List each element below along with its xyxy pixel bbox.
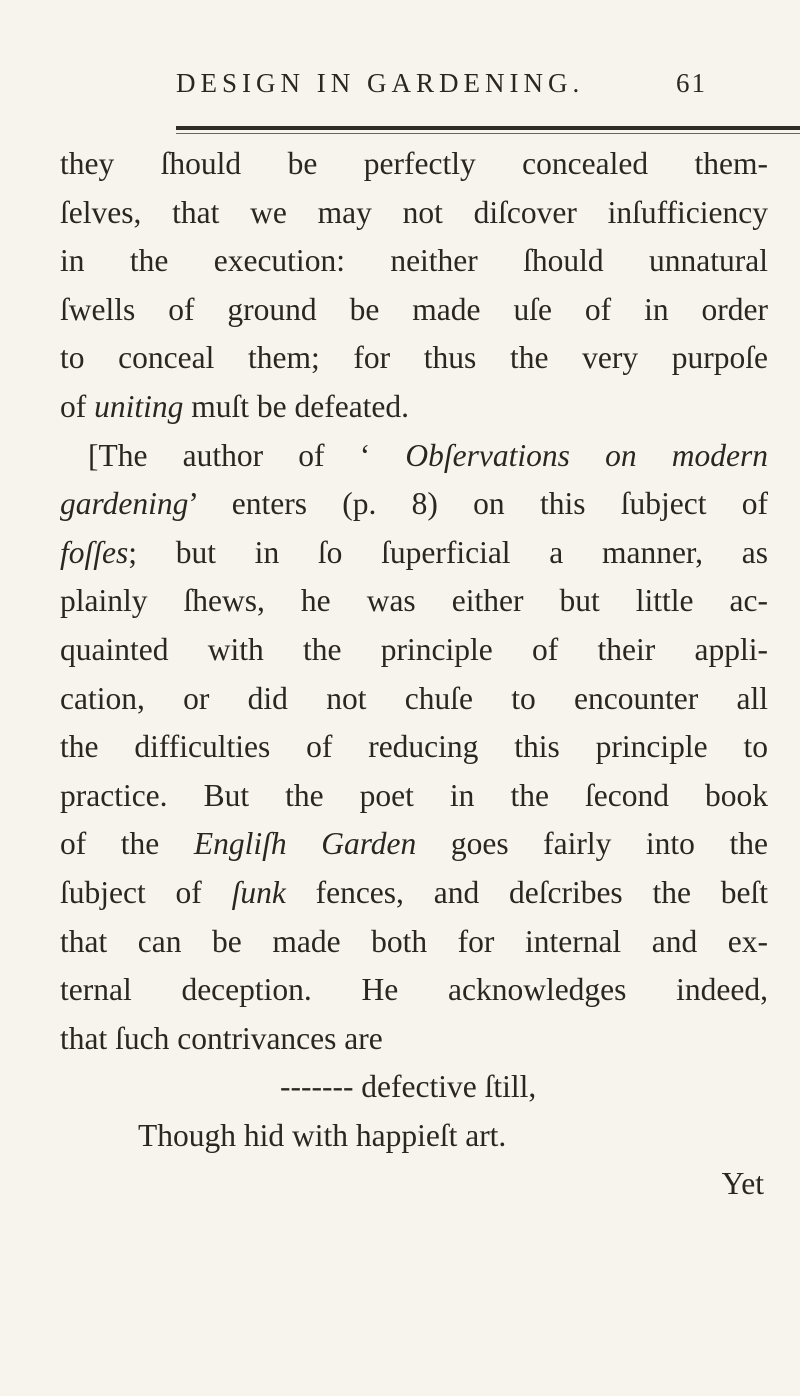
roman-text: Yet <box>721 1166 764 1202</box>
roman-text: muſt be defeated. <box>183 388 410 424</box>
roman-text: ’ enters (p. 8) on this ſubject of <box>188 486 768 522</box>
text-line <box>60 529 768 578</box>
running-title: DESIGN IN GARDENING. <box>176 68 585 98</box>
roman-text: ------- defective ſtill, <box>280 1069 537 1105</box>
text-line <box>60 626 768 675</box>
roman-text: ſwells of ground be made uſe of in order <box>60 291 768 327</box>
roman-text: ſelves, that we may not diſcover inſufficiency <box>60 194 768 230</box>
roman-text: to conceal them; for thus the very purpoſe <box>60 340 768 376</box>
text-line <box>60 383 768 432</box>
roman-text: ; but in ſo ſuperficial a manner, as <box>128 534 768 570</box>
roman-text: cation, or did not chuſe to encounter all <box>60 680 768 716</box>
italic-text: ſunk <box>231 874 286 910</box>
italic-text: foſſes <box>60 534 129 570</box>
text-line <box>60 334 768 383</box>
roman-text: ſubject of <box>60 874 232 910</box>
text-line <box>60 918 768 967</box>
page-number: 61 <box>676 68 707 98</box>
running-header <box>176 68 788 108</box>
text-line <box>60 869 768 918</box>
roman-text: that ſuch contrivances are <box>60 1020 383 1056</box>
text-line <box>60 772 768 821</box>
text-line <box>60 189 768 238</box>
text-line <box>60 966 768 1015</box>
text-line <box>60 1015 768 1064</box>
roman-text: of <box>60 388 95 424</box>
roman-text: ternal deception. He acknowledges indeed, <box>60 972 768 1008</box>
roman-text: of the <box>60 826 194 862</box>
text-line <box>60 140 768 189</box>
roman-text: goes fairly into the <box>416 826 768 862</box>
text-line <box>60 480 768 529</box>
roman-text: the difficulties of reducing this principle to <box>60 729 768 765</box>
text-line <box>60 577 768 626</box>
text-line <box>60 723 768 772</box>
roman-text: quainted with the principle of their appli- <box>60 631 768 667</box>
verse-line <box>60 1112 768 1161</box>
text-line <box>60 820 768 869</box>
roman-text: practice. But the poet in the ſecond book <box>60 777 768 813</box>
roman-text: Though hid with happieſt art. <box>138 1117 507 1153</box>
catchword <box>60 1160 768 1209</box>
roman-text: in the execution: neither ſhould unnatural <box>60 243 768 279</box>
roman-text: fences, and deſcribes the beſt <box>285 874 768 910</box>
italic-text: Obſervations on modern <box>405 437 768 473</box>
header-rule-thin <box>176 133 800 134</box>
text-line <box>60 675 768 724</box>
verse-line <box>60 1063 768 1112</box>
text-line <box>60 237 768 286</box>
italic-text: Engliſh Garden <box>193 826 417 862</box>
roman-text: that can be made both for internal and ex- <box>60 923 768 959</box>
body-text <box>60 140 768 1209</box>
roman-text: [The author of ‘ <box>88 437 406 473</box>
roman-text: they ſhould be perfectly concealed them- <box>60 146 768 181</box>
text-line <box>60 286 768 335</box>
italic-text: gardening <box>60 486 189 522</box>
text-line <box>60 432 768 481</box>
roman-text: plainly ſhews, he was either but little ac- <box>60 583 768 619</box>
header-rule-thick <box>176 126 800 130</box>
italic-text: uniting <box>94 388 184 424</box>
